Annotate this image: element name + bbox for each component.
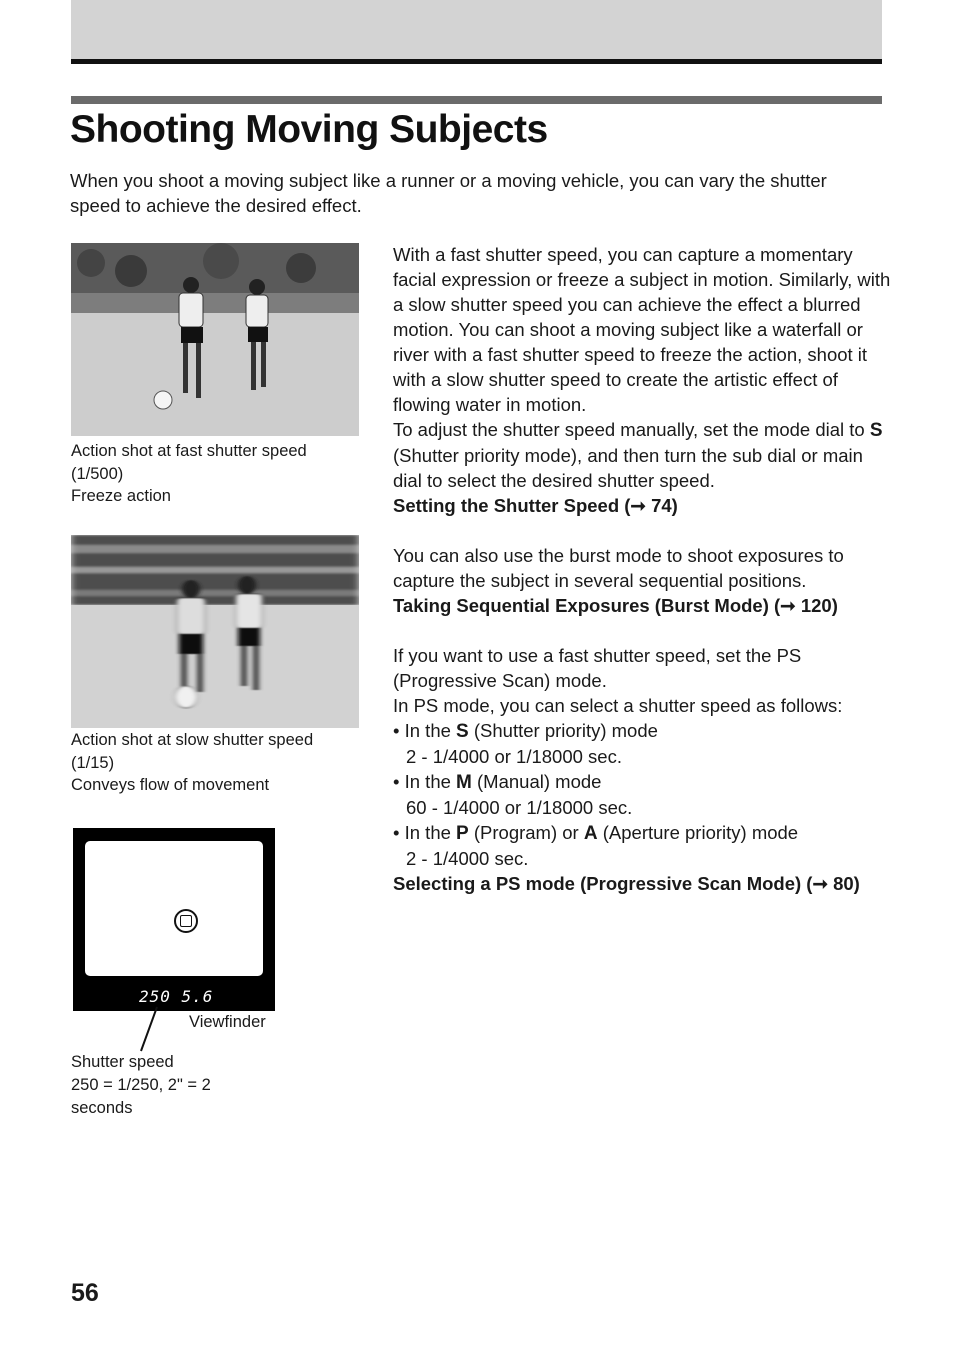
shutter-speed-pointer (135, 1005, 165, 1055)
fast-shutter-photo (71, 243, 359, 436)
title-rule (71, 96, 882, 104)
viewfinder-diagram (73, 828, 275, 1011)
fast-caption-line3: Freeze action (71, 487, 171, 505)
spot-metering-icon (174, 909, 198, 933)
page-number: 56 (71, 1279, 99, 1307)
slow-caption-line1: Action shot at slow shutter speed (71, 731, 314, 749)
body-paragraph-5: In PS mode, you can select a shutter speed as follows: (393, 695, 843, 716)
mode-s-symbol: S (456, 721, 469, 742)
bullet-prefix: • In the (393, 720, 457, 741)
slow-shutter-caption (71, 729, 356, 797)
viewfinder-label: Viewfinder (189, 1013, 266, 1031)
ss-caption-line2: 250 = 1/250, 2" = 2 (71, 1076, 211, 1094)
mode-m-symbol: M (456, 772, 472, 793)
p2-post: (Shutter priority mode), and then turn the sub dial or main dial to select the desired shutter speed. (393, 445, 863, 491)
intro-text: When you shoot a moving subject like a runner or a moving vehicle, you can vary the shutter speed to achieve the desired effect. (70, 170, 827, 216)
ref-setting-shutter-speed[interactable]: Setting the Shutter Speed (➞ 74) (393, 495, 678, 516)
fast-caption-line1: Action shot at fast shutter speed (71, 442, 307, 460)
bullet-manual-range: 60 - 1/4000 or 1/18000 sec. (406, 797, 633, 818)
ss-caption-line1: Shutter speed (71, 1053, 174, 1071)
bullet-manual (393, 769, 893, 795)
body-column (393, 242, 893, 896)
bullet-program-aperture-range: 2 - 1/4000 sec. (406, 848, 529, 869)
mode-s-symbol: S (869, 420, 883, 441)
bullet-text: (Aperture priority) mode (597, 822, 799, 843)
body-paragraph-2 (393, 417, 893, 493)
bullet-shutter-priority (393, 718, 893, 744)
body-paragraph-3: You can also use the burst mode to shoot exposures to capture the subject in several sequential positions. (393, 545, 844, 591)
bullet-prefix: • In the (393, 822, 457, 843)
viewfinder-readout: 250 5.6 (139, 987, 214, 1006)
bullet-prefix: • In the (393, 771, 457, 792)
mode-p-symbol: P (456, 823, 469, 844)
slow-caption-line2: (1/15) (71, 753, 115, 772)
mode-a-symbol: A (583, 823, 598, 844)
ref-ps-mode[interactable]: Selecting a PS mode (Progressive Scan Mode) (➞ 80) (393, 873, 860, 894)
slow-shutter-photo (71, 535, 359, 728)
page-title: Shooting Moving Subjects (70, 108, 548, 151)
bullet-text: (Shutter priority) mode (468, 720, 658, 741)
bullet-shutter-priority-range: 2 - 1/4000 or 1/18000 sec. (406, 746, 622, 767)
fast-shutter-caption (71, 440, 356, 508)
bullet-text: (Program) or (468, 822, 584, 843)
body-paragraph-4: If you want to use a fast shutter speed, set the PS (Progressive Scan) mode. (393, 645, 802, 691)
viewfinder-screen (85, 841, 263, 976)
body-paragraph-1: With a fast shutter speed, you can capture a momentary facial expression or freeze a subject in motion. Similarly, with a slow shutter speed you can achieve the effect a blurred motion. You can shoot a moving subject like a waterfall or river with a fast shutter speed to freeze the action, shoot it with a slow shutter speed to create the artistic effect of flowing water in motion. (393, 244, 891, 415)
header-rule (71, 59, 882, 64)
ss-caption-line3: seconds (71, 1099, 133, 1117)
bullet-program-aperture (393, 820, 893, 846)
header-band (71, 0, 882, 59)
shutter-speed-caption (71, 1051, 271, 1120)
slow-caption-line3: Conveys flow of movement (71, 776, 270, 794)
bullet-text: (Manual) mode (471, 771, 602, 792)
ref-burst-mode[interactable]: Taking Sequential Exposures (Burst Mode) (➞ 120) (393, 595, 838, 616)
p2-pre: To adjust the shutter speed manually, set the mode dial to (393, 419, 870, 440)
fast-caption-line2: (1/500) (71, 464, 124, 483)
